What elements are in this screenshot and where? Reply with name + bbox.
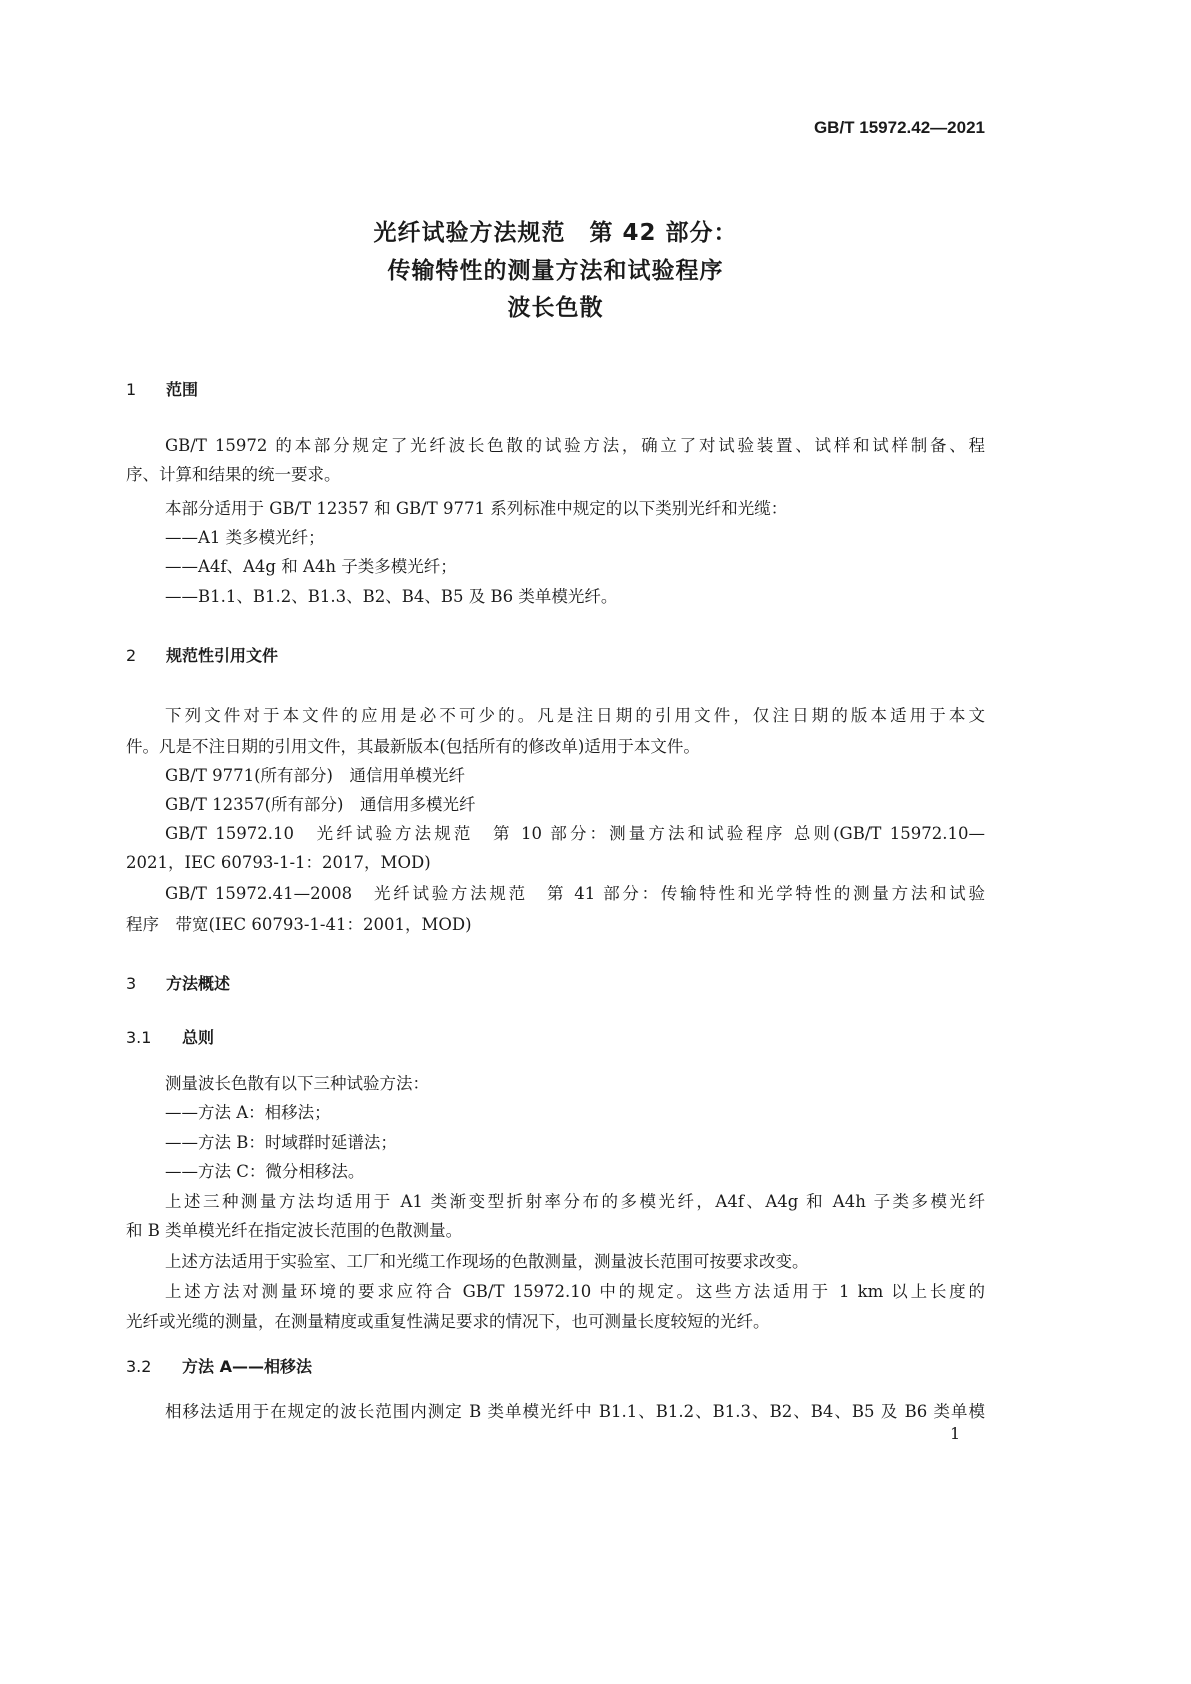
list-item: ——A4f、A4g 和 A4h 子类多模光纤； (165, 557, 457, 576)
section-title: 方法概述 (166, 974, 231, 993)
list-item: ——A1 类多模光纤； (165, 528, 325, 547)
section-title: 范围 (166, 380, 199, 399)
paragraph-line: GB/T 15972 的本部分规定了光纤波长色散的试验方法，确立了对试验装置、试样和试样制备、程 (165, 436, 985, 455)
list-item: ——B1.1、B1.2、B1.3、B2、B4、B5 及 B6 类单模光纤。 (165, 587, 618, 606)
section-number: 3.2 (126, 1357, 152, 1376)
paragraph-line: 光纤或光缆的测量，在测量精度或重复性满足要求的情况下，也可测量长度较短的光纤。 (126, 1312, 770, 1331)
section-title: 规范性引用文件 (166, 646, 279, 665)
section-title: 方法 A——相移法 (182, 1357, 312, 1376)
list-item: ——方法 B：时域群时延谱法； (165, 1133, 397, 1152)
title-line-1: 光纤试验方法规范 第 42 部分： (373, 220, 738, 246)
reference-item: 程序 带宽(IEC 60793-1-41：2001，MOD) (126, 915, 472, 934)
reference-item: GB/T 15972.41—2008 光纤试验方法规范 第 41 部分：传输特性和光学特性的测量方法和试验 (165, 884, 985, 903)
reference-item: GB/T 12357(所有部分) 通信用多模光纤 (165, 795, 476, 814)
section-title: 总则 (182, 1028, 215, 1047)
subsection-heading (126, 1354, 312, 1377)
list-item: ——方法 A：相移法； (165, 1103, 331, 1122)
document-number: GB/T 15972.42—2021 (813, 118, 985, 137)
section-number: 2 (126, 646, 137, 665)
title-line-2: 传输特性的测量方法和试验程序 (387, 258, 724, 284)
title-line-3: 波长色散 (507, 295, 604, 321)
paragraph-line: 上述三种测量方法均适用于 A1 类渐变型折射率分布的多模光纤，A4f、A4g 和 A4h 子类多模光纤 (165, 1192, 985, 1211)
paragraph-line: 上述方法对测量环境的要求应符合 GB/T 15972.10 中的规定。这些方法适用于 1 km 以上长度的 (165, 1282, 985, 1301)
section-heading (126, 971, 230, 994)
section-number: 1 (126, 380, 137, 399)
section-heading (126, 643, 278, 666)
paragraph-line: 序、计算和结果的统一要求。 (126, 465, 341, 484)
paragraph-line: 测量波长色散有以下三种试验方法： (165, 1074, 429, 1093)
section-number: 3 (126, 974, 137, 993)
list-item: ——方法 C：微分相移法。 (165, 1162, 365, 1181)
paragraph-line: 本部分适用于 GB/T 12357 和 GB/T 9771 系列标准中规定的以下类别光纤和光缆： (165, 499, 788, 518)
paragraph-line: 相移法适用于在规定的波长范围内测定 B 类单模光纤中 B1.1、B1.2、B1.3、B2、B4、B5 及 B6 类单模 (165, 1402, 985, 1421)
paragraph-line: 和 B 类单模光纤在指定波长范围的色散测量。 (126, 1221, 463, 1240)
paragraph-line: 下列文件对于本文件的应用是必不可少的。凡是注日期的引用文件，仅注日期的版本适用于本文 (165, 706, 985, 725)
section-number: 3.1 (126, 1028, 152, 1047)
paragraph-line: 件。凡是不注日期的引用文件，其最新版本(包括所有的修改单)适用于本文件。 (126, 737, 700, 756)
reference-item: GB/T 9771(所有部分) 通信用单模光纤 (165, 766, 465, 785)
reference-item: 2021，IEC 60793-1-1：2017，MOD) (126, 853, 431, 872)
subsection-heading (126, 1025, 214, 1048)
reference-item: GB/T 15972.10 光纤试验方法规范 第 10 部分：测量方法和试验程序 总则(GB/T 15972.10— (165, 824, 985, 843)
paragraph-line: 上述方法适用于实验室、工厂和光缆工作现场的色散测量，测量波长范围可按要求改变。 (165, 1252, 809, 1271)
page-number: 1 (950, 1424, 961, 1443)
section-heading (126, 377, 198, 400)
